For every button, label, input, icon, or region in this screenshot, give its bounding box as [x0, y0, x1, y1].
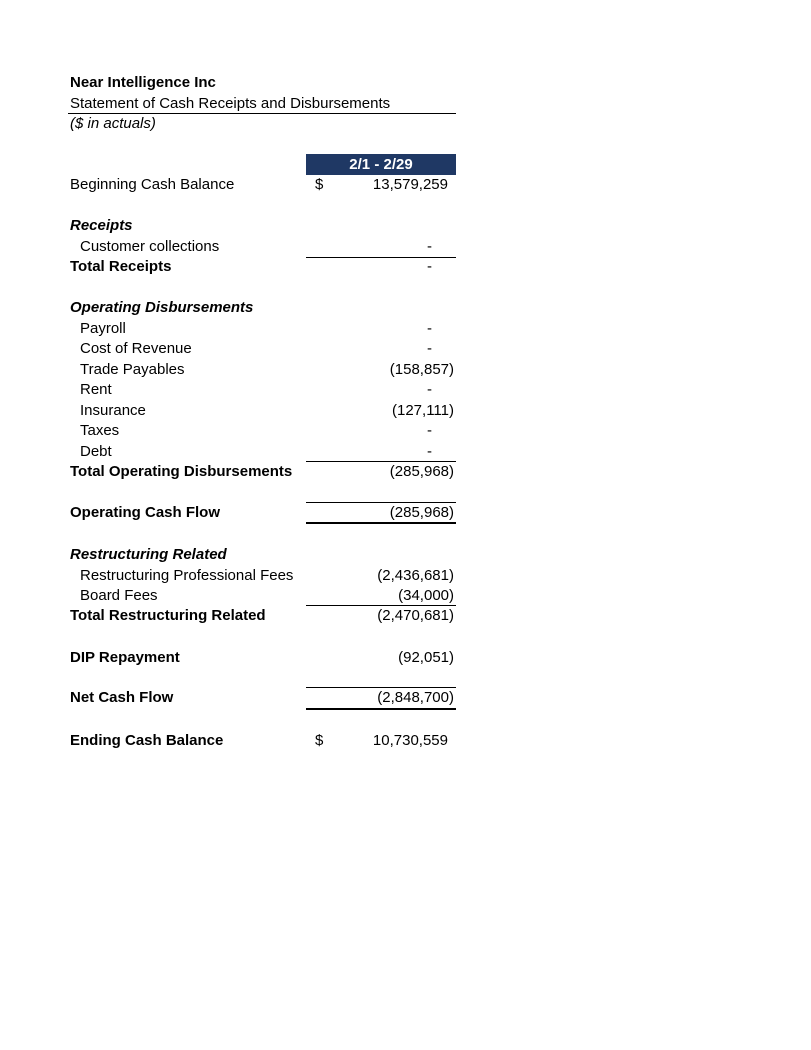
dip-repayment-label: DIP Repayment	[70, 649, 180, 666]
operating-item-value: -	[427, 422, 432, 439]
receipts-item-value: -	[427, 238, 432, 255]
receipts-heading: Receipts	[70, 217, 133, 234]
operating-item-label: Insurance	[80, 402, 146, 419]
operating-item-value: -	[427, 381, 432, 398]
units-note: ($ in actuals)	[70, 115, 156, 132]
operating-item-label: Payroll	[80, 320, 126, 337]
dip-repayment-value: (92,051)	[398, 649, 454, 666]
ncf-top-rule	[306, 687, 456, 688]
ending-cash-label: Ending Cash Balance	[70, 732, 224, 749]
total-operating-value: (285,968)	[389, 463, 454, 480]
restructuring-item-label: Board Fees	[80, 587, 158, 604]
beginning-cash-label: Beginning Cash Balance	[70, 176, 235, 193]
total-receipts-label: Total Receipts	[70, 258, 172, 275]
restructuring-item-label: Restructuring Professional Fees	[80, 567, 294, 584]
receipts-rule	[306, 257, 456, 258]
title-underline	[68, 113, 456, 114]
operating-rule	[306, 461, 456, 462]
operating-cash-flow-value: (285,968)	[389, 504, 454, 521]
ocf-bottom-rule	[306, 522, 456, 524]
operating-cash-flow-label: Operating Cash Flow	[70, 504, 221, 521]
total-restructuring-label: Total Restructuring Related	[70, 607, 266, 624]
operating-item-label: Rent	[80, 381, 112, 398]
operating-item-value: (158,857)	[389, 361, 454, 378]
restructuring-rule	[306, 605, 456, 606]
ocf-top-rule	[306, 502, 456, 503]
operating-item-label: Trade Payables	[80, 361, 185, 378]
net-cash-flow-value: (2,848,700)	[377, 689, 454, 706]
beginning-cash-currency: $	[315, 176, 324, 193]
ncf-bottom-rule	[306, 708, 456, 710]
total-operating-label: Total Operating Disbursements	[70, 463, 293, 480]
receipts-item-label: Customer collections	[80, 238, 220, 255]
net-cash-flow-label: Net Cash Flow	[70, 689, 174, 706]
operating-item-label: Taxes	[80, 422, 120, 439]
ending-cash-value: 10,730,559	[372, 732, 448, 749]
ending-cash-currency: $	[315, 732, 324, 749]
operating-item-value: -	[427, 443, 432, 460]
operating-item-label: Debt	[80, 443, 112, 460]
restructuring-heading: Restructuring Related	[70, 546, 227, 563]
operating-item-value: (127,111)	[392, 402, 454, 419]
operating-item-value: -	[427, 340, 432, 357]
restructuring-item-value: (2,436,681)	[377, 567, 454, 584]
total-receipts-value: -	[427, 258, 432, 275]
statement-title: Statement of Cash Receipts and Disbursements	[70, 95, 391, 112]
operating-item-value: -	[427, 320, 432, 337]
beginning-cash-value: 13,579,259	[372, 176, 448, 193]
total-restructuring-value: (2,470,681)	[377, 607, 454, 624]
operating-heading: Operating Disbursements	[70, 299, 254, 316]
restructuring-item-value: (34,000)	[398, 587, 454, 604]
operating-item-label: Cost of Revenue	[80, 340, 192, 357]
company-name: Near Intelligence Inc	[70, 74, 216, 91]
period-header: 2/1 - 2/29	[306, 154, 456, 175]
